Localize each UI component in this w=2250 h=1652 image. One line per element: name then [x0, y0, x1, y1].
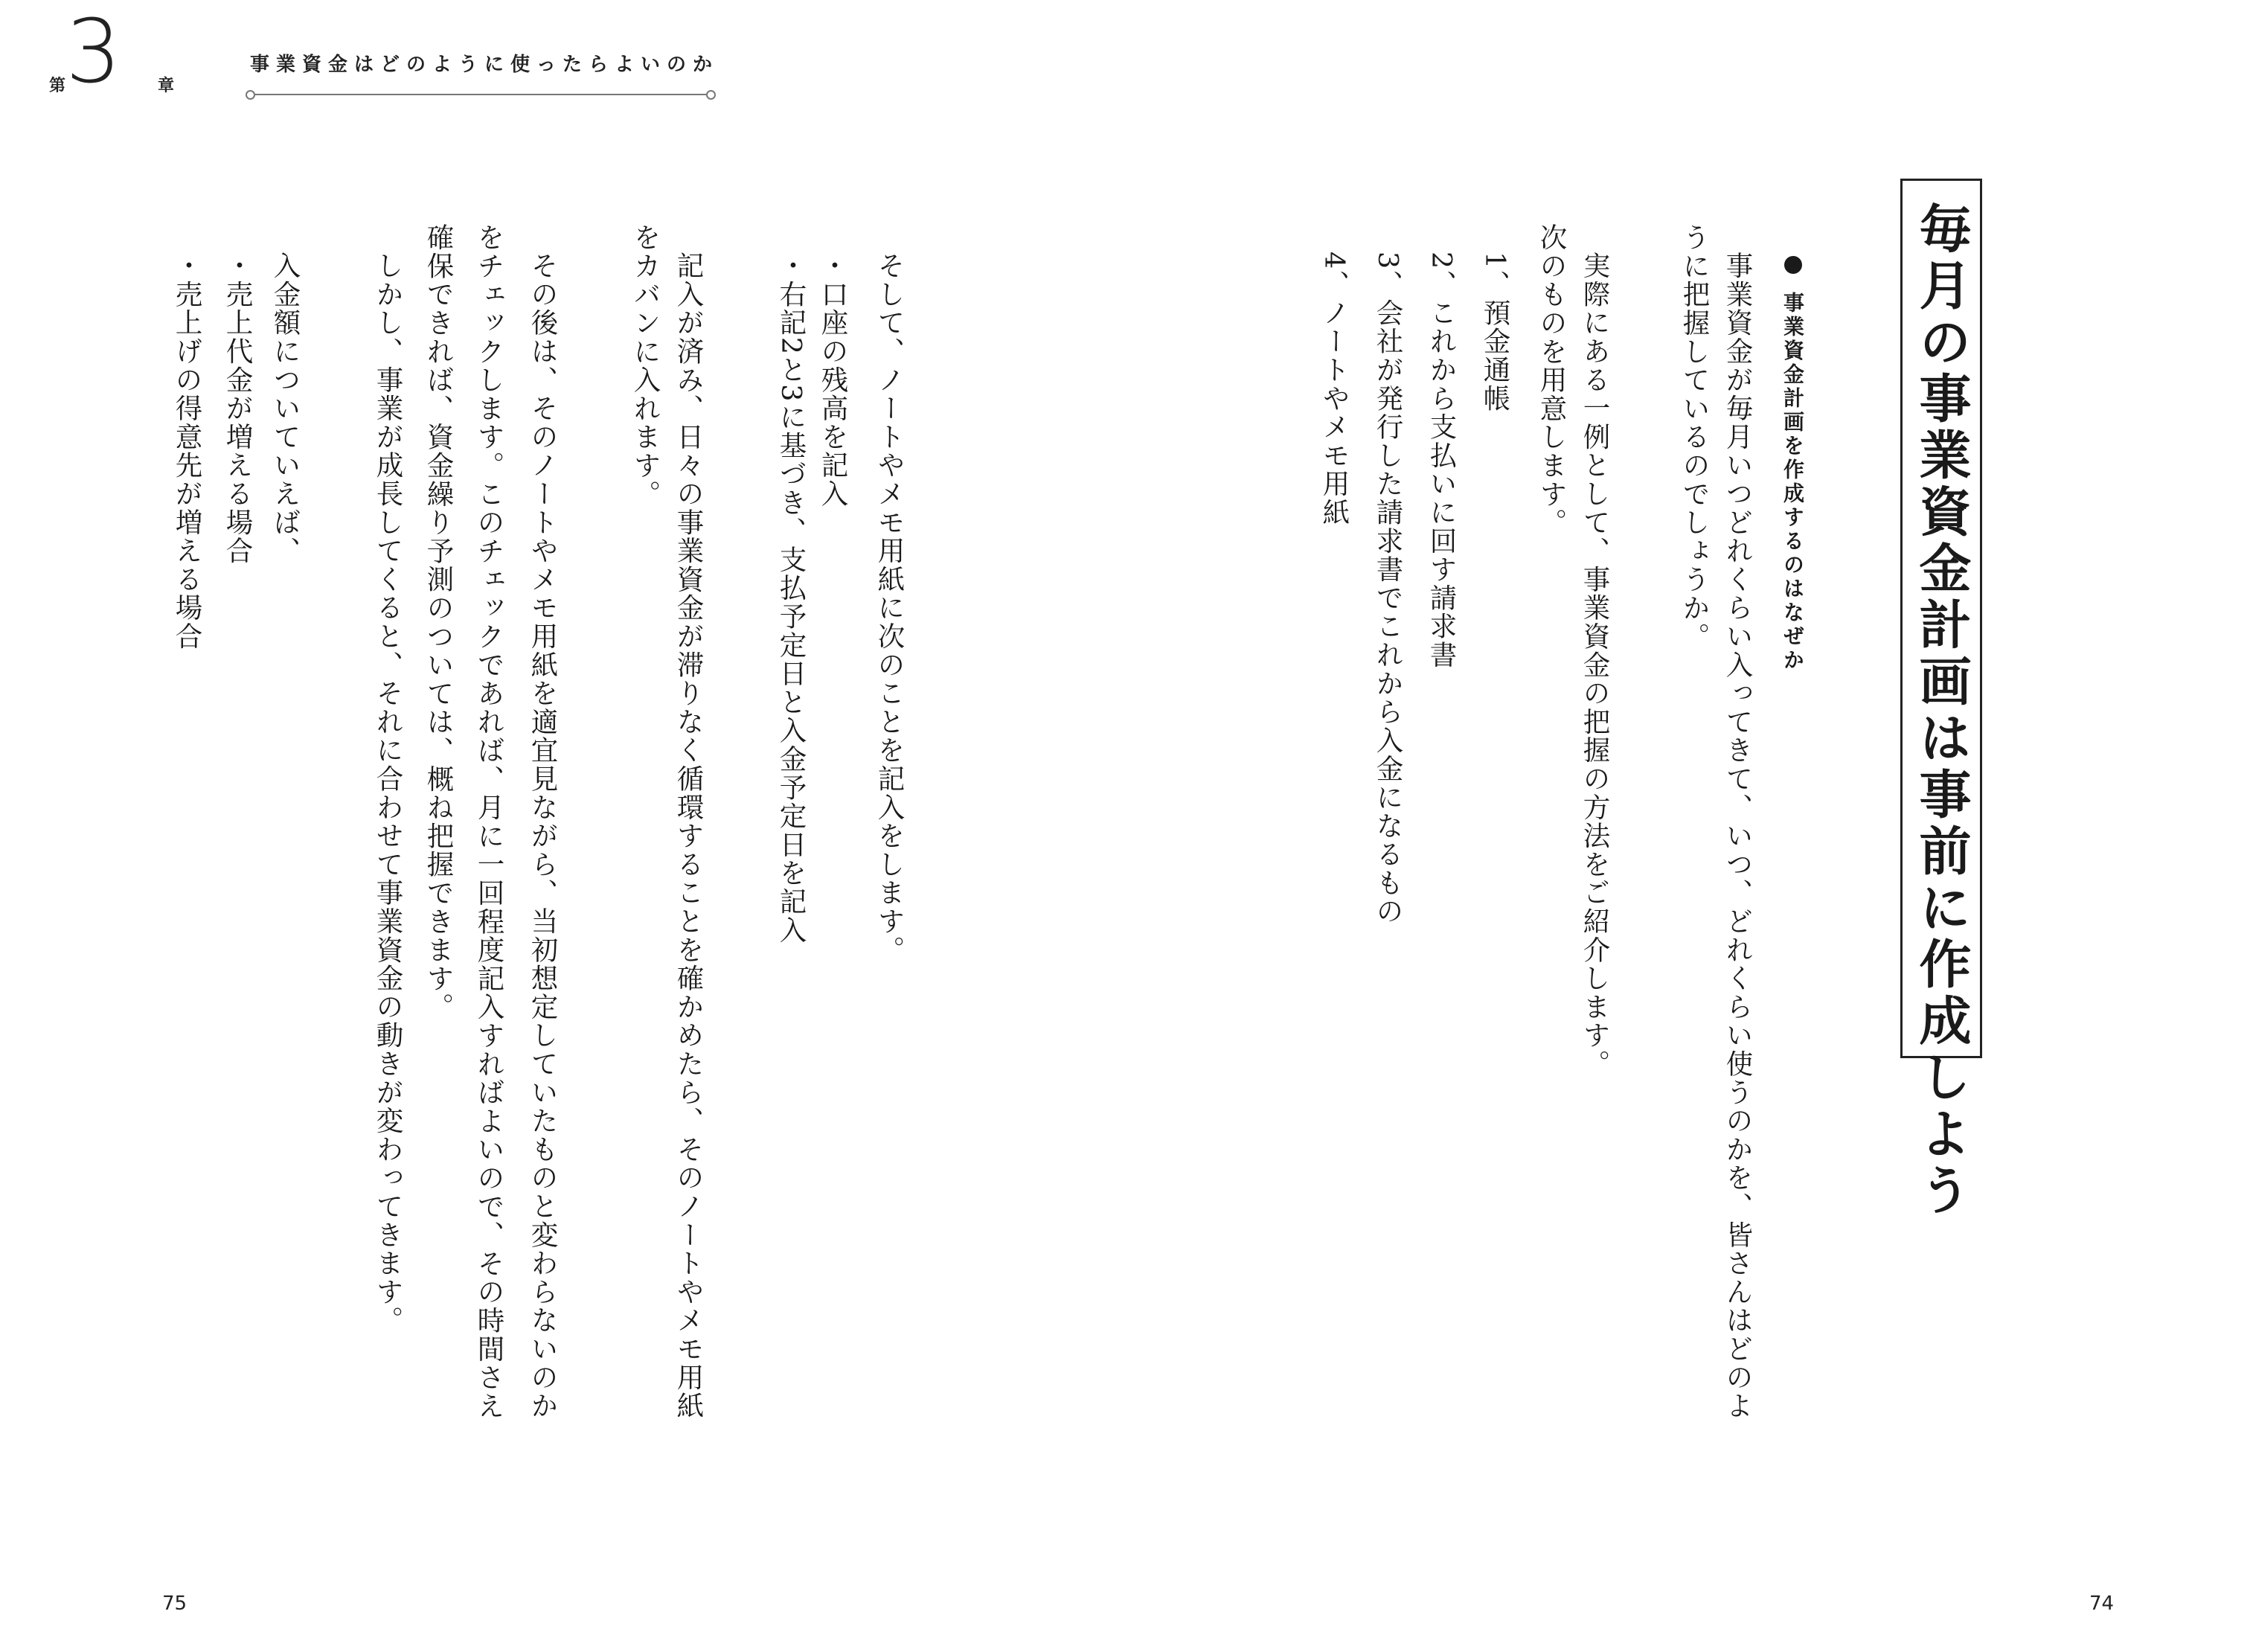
body-column-10: ・口座の残高を記入: [817, 252, 849, 508]
body-column-9: そして、ノートやメモ用紙に次のことを記入をします。: [874, 252, 906, 964]
body-column-2: うに把握しているのでしょうか。: [1679, 223, 1711, 651]
body-column-7: 3、会社が発行した請求書でこれから入金になるもの: [1372, 252, 1404, 926]
subheading-bullet-icon: [1784, 256, 1802, 274]
body-column-20: ・売上げの得意先が増える場合: [171, 252, 203, 651]
body-column-18: 入金額についていえば、: [269, 252, 301, 566]
chapter-prefix: 第: [49, 77, 66, 95]
body-column-8: 4、ノートやメモ用紙: [1318, 252, 1350, 527]
body-column-1: 事業資金が毎月いつどれくらい入ってきて、いつ、どれくらい使うのかを、皆さんはどのよ: [1722, 252, 1754, 1421]
body-column-6: 2、これから支払いに回す請求書: [1426, 252, 1458, 670]
page-number-left: 75: [162, 1592, 188, 1615]
chapter-number: 3: [65, 0, 122, 103]
body-column-5: 1、預金通帳: [1479, 252, 1511, 413]
body-column-4: 次のものを用意します。: [1536, 223, 1568, 537]
body-column-14: その後は、そのノートやメモ用紙を適宜見ながら、当初想定していたものと変わらないのか: [527, 252, 559, 1421]
chapter-suffix: 章: [158, 77, 175, 95]
body-column-15: をチェックします。このチェックであれば、月に一回程度記入すればよいので、その時間さえ: [473, 223, 505, 1421]
body-column-13: をカバンに入れます。: [629, 223, 661, 508]
body-column-17: しかし、事業が成長してくると、それに合わせて事業資金の動きが変わってきます。: [372, 252, 404, 1335]
section-heading-box: [1900, 179, 1982, 1220]
body-column-16: 確保できれば、資金繰り予測のついては、概ね把握できます。: [423, 223, 455, 1022]
chapter-title: 事業資金はどのように使ったらよいのか: [250, 54, 719, 76]
chapter-header-rule: [253, 94, 708, 95]
body-column-3: 実際にある一例として、事業資金の把握の方法をご紹介します。: [1579, 252, 1611, 1078]
body-column-12: 記入が済み、日々の事業資金が滞りなく循環することを確かめたら、そのノートやメモ用紙: [673, 252, 705, 1421]
page-number-right: 74: [2089, 1592, 2115, 1615]
section-heading: 毎月の事業資金計画は事前に作成しよう: [1911, 202, 1972, 1220]
subheading: 事業資金計画を作成するのはなぜか: [1781, 292, 1805, 673]
body-column-11: ・右記2と3に基づき、支払予定日と入金予定日を記入: [775, 252, 807, 944]
body-column-19: ・売上代金が増える場合: [222, 252, 254, 566]
